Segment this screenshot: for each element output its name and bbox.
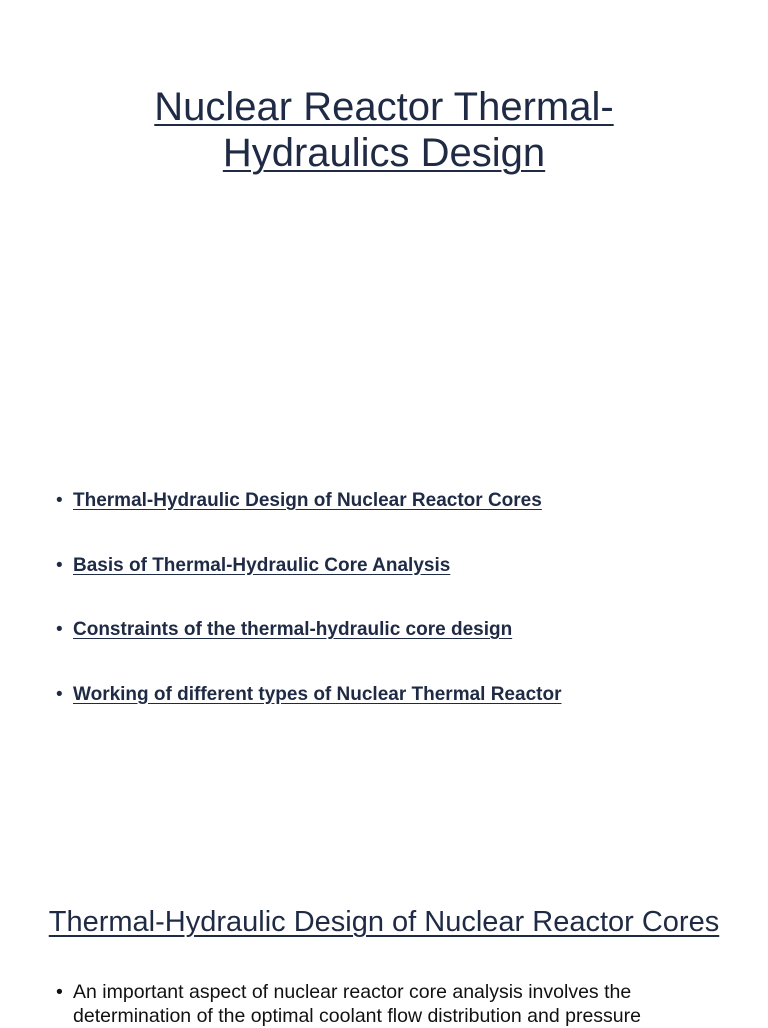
bullet-icon: •	[56, 981, 63, 1003]
slide-title	[40, 84, 728, 176]
bullet-icon: •	[56, 619, 63, 640]
agenda-link-basis-of-analysis[interactable]: Basis of Thermal-Hydraulic Core Analysis	[73, 554, 451, 576]
slide-2	[0, 860, 768, 1027]
agenda-item	[56, 551, 728, 616]
body-list-item	[56, 980, 698, 1028]
bullet-icon: •	[56, 683, 63, 705]
bullet-icon: •	[56, 490, 63, 511]
body-paragraph: An important aspect of nuclear reactor core analysis involves the determination of the optimal coolant flow distribution and pressure	[73, 981, 641, 1027]
agenda-item	[56, 615, 728, 680]
agenda-list	[56, 486, 728, 744]
agenda-link-working-of-reactors[interactable]: Working of different types of Nuclear Thermal Reactor	[73, 683, 562, 705]
agenda-link-constraints[interactable]: Constraints of the thermal-hydraulic core design	[73, 619, 513, 640]
agenda-item	[56, 680, 728, 745]
title-line-1: Nuclear Reactor Thermal-	[154, 85, 614, 129]
section-title	[20, 904, 748, 940]
title-line-2: Hydraulics Design	[222, 131, 546, 175]
body-list	[56, 980, 698, 1028]
agenda-link-thermal-hydraulic-design[interactable]: Thermal-Hydraulic Design of Nuclear Reactor Cores	[73, 490, 542, 511]
bullet-icon: •	[56, 554, 63, 576]
agenda-item	[56, 486, 728, 551]
section-title-text: Thermal-Hydraulic Design of Nuclear Reactor Cores	[48, 906, 720, 938]
